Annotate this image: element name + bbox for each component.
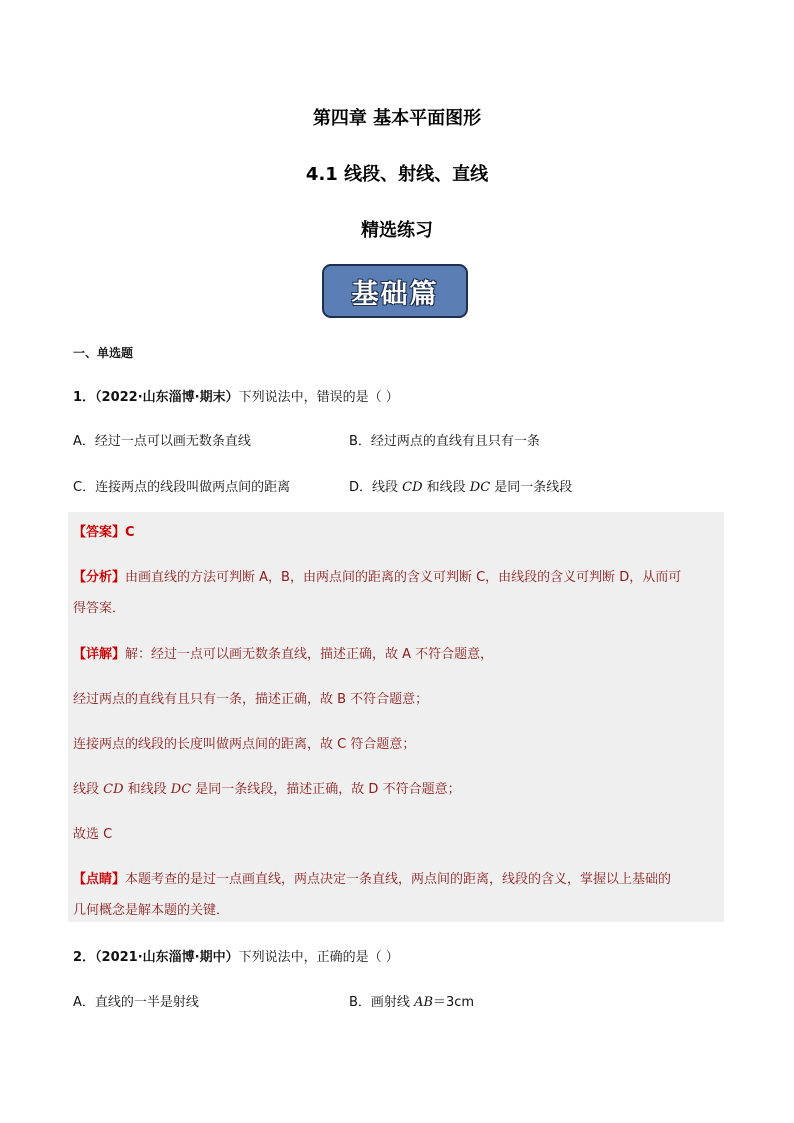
q1-detail-line-4 — [73, 778, 461, 797]
q1-option-c: C．连接两点的线段叫做两点间的距离 — [73, 480, 291, 495]
comment-tag: 【点睛】 — [73, 872, 126, 887]
q1-detail-line-5: 故选 C — [73, 827, 113, 842]
section-heading: 一、单选题 — [73, 346, 134, 360]
comment-text: 本题考查的是过一点画直线，两点决定一条直线，两点间的距离，线段的含义，掌握以上基础的 — [125, 872, 672, 887]
q2-option-a: A．直线的一半是射线 — [73, 995, 199, 1010]
detail-4-suffix: 是同一条线段，描述正确，故 D 不符合题意； — [191, 782, 461, 797]
segment-dc: DC — [170, 782, 192, 797]
q1-option-d — [349, 476, 572, 495]
analysis-tag: 【分析】 — [73, 570, 126, 585]
detail-tag: 【详解】 — [73, 647, 126, 662]
q1-option-d-prefix: D．线段 — [349, 480, 403, 495]
question-source: （2021·山东淄博·期中） — [95, 950, 239, 965]
q1-detail-line-2: 经过两点的直线有且只有一条，描述正确，故 B 不符合题意； — [73, 692, 429, 707]
q1-option-d-suffix: 是同一条线段 — [490, 480, 573, 495]
ray-ab: AB — [414, 995, 434, 1010]
question-number: 1． — [73, 390, 96, 405]
subtitle: 精选练习 — [361, 220, 433, 241]
banner-text: 基础篇 — [351, 278, 439, 310]
question-source: （2022·山东淄博·期末） — [95, 390, 239, 405]
chapter-title: 第四章 基本平面图形 — [312, 108, 482, 129]
q1-answer — [73, 521, 135, 540]
q1-analysis-line-2: 得答案． — [73, 601, 126, 616]
level-banner — [322, 264, 468, 318]
question-text: 下列说法中，正确的是（ ） — [238, 950, 399, 965]
question-text: 下列说法中，错误的是（ ） — [238, 390, 399, 405]
segment-cd: CD — [402, 480, 423, 495]
answer-value: C — [125, 525, 135, 540]
question-number: 2． — [73, 950, 96, 965]
q1-comment-line-2: 几何概念是解本题的关键． — [73, 903, 230, 918]
q2-option-b — [349, 991, 474, 1010]
question-2-stem — [73, 946, 399, 965]
q1-detail-line-3: 连接两点的线段的长度叫做两点间的距离，故 C 符合题意； — [73, 737, 416, 752]
q1-option-d-middle: 和线段 — [422, 480, 470, 495]
q2-option-b-suffix: ＝3cm — [433, 995, 475, 1010]
q1-analysis-line-1 — [73, 566, 681, 585]
segment-cd: CD — [103, 782, 124, 797]
detail-4-middle: 和线段 — [123, 782, 171, 797]
q1-comment-line-1 — [73, 868, 671, 887]
answer-tag: 【答案】 — [73, 525, 126, 540]
q2-option-b-prefix: B．画射线 — [349, 995, 415, 1010]
detail-4-prefix: 线段 — [73, 782, 104, 797]
section-title: 4.1 线段、射线、直线 — [305, 164, 489, 185]
analysis-text: 由画直线的方法可判断 A，B，由两点间的距离的含义可判断 C，由线段的含义可判断 D，从而可 — [125, 570, 682, 585]
segment-dc: DC — [469, 480, 491, 495]
question-1-stem — [73, 386, 399, 405]
q1-option-a: A．经过一点可以画无数条直线 — [73, 434, 251, 449]
detail-text: 解：经过一点可以画无数条直线，描述正确，故 A 不符合题意， — [125, 647, 494, 662]
q1-detail-line-1 — [73, 643, 493, 662]
q1-option-b: B．经过两点的直线有且只有一条 — [349, 434, 540, 449]
